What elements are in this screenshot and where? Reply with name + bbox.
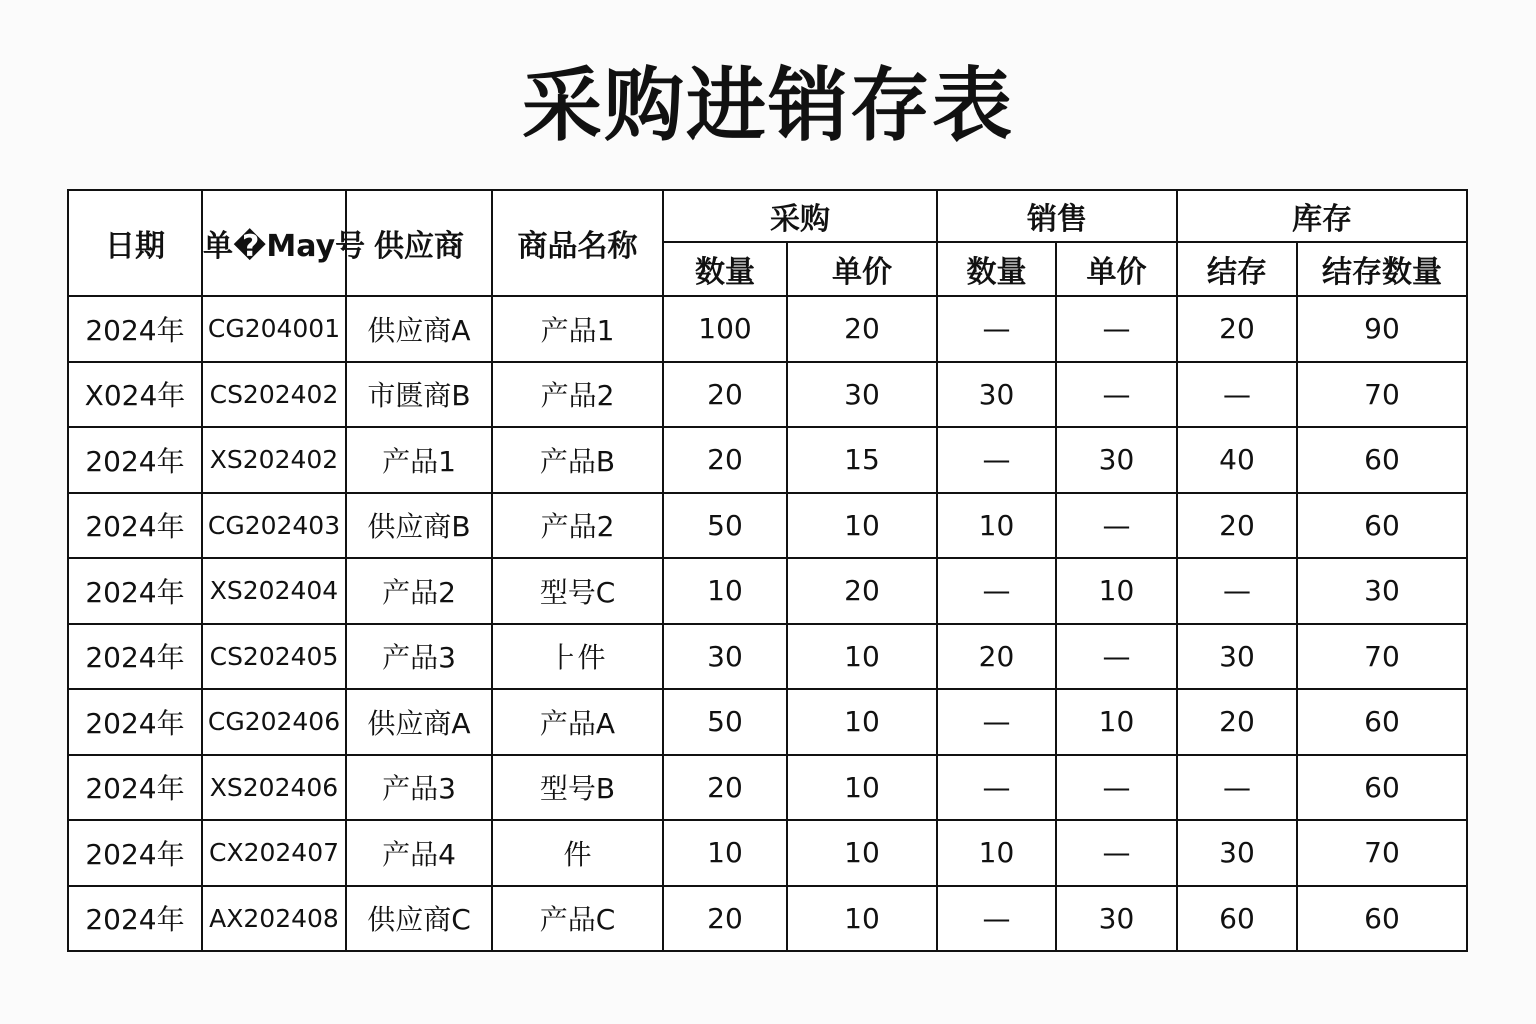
cell-stock: 30 (1177, 820, 1297, 886)
cell-stock-qty: 60 (1297, 689, 1467, 755)
header-purchase-price: 单价 (787, 242, 937, 296)
cell-sales-qty: — (937, 296, 1056, 362)
cell-doc-no: CG202406 (202, 689, 346, 755)
cell-product: 产品B (492, 427, 663, 493)
header-date: 日期 (68, 190, 202, 296)
cell-stock-qty: 30 (1297, 558, 1467, 624)
cell-stock: 20 (1177, 296, 1297, 362)
cell-product: 件 (492, 820, 663, 886)
cell-purchase-price: 10 (787, 755, 937, 821)
cell-date: 2024年 (68, 755, 202, 821)
cell-purchase-price: 10 (787, 886, 937, 952)
cell-stock-qty: 60 (1297, 427, 1467, 493)
cell-stock: — (1177, 558, 1297, 624)
header-purchase-group: 采购 (663, 190, 937, 242)
cell-date: 2024年 (68, 886, 202, 952)
cell-date: 2024年 (68, 296, 202, 362)
cell-stock: — (1177, 362, 1297, 428)
cell-supplier: 供应商C (346, 886, 492, 952)
cell-product: 产品2 (492, 362, 663, 428)
cell-stock-qty: 60 (1297, 886, 1467, 952)
cell-supplier: 产品3 (346, 624, 492, 690)
cell-purchase-qty: 20 (663, 427, 787, 493)
cell-purchase-qty: 20 (663, 362, 787, 428)
cell-purchase-qty: 30 (663, 624, 787, 690)
cell-sales-price: 30 (1056, 427, 1177, 493)
cell-date: 2024年 (68, 624, 202, 690)
table-row (68, 886, 1467, 952)
cell-purchase-qty: 50 (663, 689, 787, 755)
cell-supplier: 产品2 (346, 558, 492, 624)
cell-sales-qty: — (937, 886, 1056, 952)
cell-stock: 40 (1177, 427, 1297, 493)
cell-sales-qty: — (937, 689, 1056, 755)
header-product: 商品名称 (492, 190, 663, 296)
cell-sales-qty: 10 (937, 493, 1056, 559)
header-sales-qty: 数量 (937, 242, 1056, 296)
cell-purchase-qty: 20 (663, 886, 787, 952)
cell-date: 2024年 (68, 493, 202, 559)
header-sales-price: 单价 (1056, 242, 1177, 296)
cell-purchase-qty: 50 (663, 493, 787, 559)
table-row (68, 427, 1467, 493)
cell-supplier: 市匮商B (346, 362, 492, 428)
table-row (68, 362, 1467, 428)
cell-purchase-price: 10 (787, 624, 937, 690)
cell-supplier: 供应商A (346, 296, 492, 362)
cell-product: 型号C (492, 558, 663, 624)
cell-sales-price: 10 (1056, 689, 1177, 755)
cell-doc-no: XS202406 (202, 755, 346, 821)
cell-sales-qty: — (937, 427, 1056, 493)
cell-doc-no: XS202404 (202, 558, 346, 624)
cell-date: 2024年 (68, 820, 202, 886)
cell-purchase-price: 10 (787, 493, 937, 559)
cell-purchase-qty: 20 (663, 755, 787, 821)
cell-purchase-price: 20 (787, 296, 937, 362)
cell-purchase-qty: 10 (663, 558, 787, 624)
table-row (68, 624, 1467, 690)
cell-sales-qty: 10 (937, 820, 1056, 886)
cell-purchase-qty: 100 (663, 296, 787, 362)
cell-doc-no: XS202402 (202, 427, 346, 493)
table-row (68, 558, 1467, 624)
table-row (68, 755, 1467, 821)
cell-doc-no: CG202403 (202, 493, 346, 559)
cell-date: 2024年 (68, 558, 202, 624)
header-row-groups (68, 190, 1467, 242)
cell-product: 产品C (492, 886, 663, 952)
cell-product: 产品A (492, 689, 663, 755)
header-stock-group: 库存 (1177, 190, 1467, 242)
table-row (68, 689, 1467, 755)
cell-stock: 20 (1177, 493, 1297, 559)
cell-doc-no: CX202407 (202, 820, 346, 886)
cell-sales-price: — (1056, 755, 1177, 821)
cell-sales-price: — (1056, 820, 1177, 886)
table-body (68, 296, 1467, 951)
header-doc-no: 单�May号 (202, 190, 346, 296)
cell-stock-qty: 70 (1297, 820, 1467, 886)
cell-doc-no: CS202405 (202, 624, 346, 690)
cell-stock-qty: 90 (1297, 296, 1467, 362)
cell-sales-qty: 20 (937, 624, 1056, 690)
cell-sales-qty: — (937, 755, 1056, 821)
cell-purchase-price: 10 (787, 820, 937, 886)
cell-date: 2024年 (68, 689, 202, 755)
cell-supplier: 供应商B (346, 493, 492, 559)
cell-purchase-price: 20 (787, 558, 937, 624)
header-stock: 结存 (1177, 242, 1297, 296)
cell-stock-qty: 70 (1297, 362, 1467, 428)
cell-purchase-qty: 10 (663, 820, 787, 886)
cell-stock: 20 (1177, 689, 1297, 755)
cell-stock: — (1177, 755, 1297, 821)
cell-product: 产品2 (492, 493, 663, 559)
table-row (68, 296, 1467, 362)
cell-sales-price: — (1056, 624, 1177, 690)
cell-stock-qty: 70 (1297, 624, 1467, 690)
header-sales-group: 销售 (937, 190, 1177, 242)
cell-product: ⺊件 (492, 624, 663, 690)
cell-stock: 30 (1177, 624, 1297, 690)
cell-supplier: 产品3 (346, 755, 492, 821)
inventory-table (67, 189, 1468, 952)
page-title: 采购进销存表 (522, 59, 1014, 152)
cell-stock: 60 (1177, 886, 1297, 952)
cell-purchase-price: 30 (787, 362, 937, 428)
cell-date: X024年 (68, 362, 202, 428)
cell-doc-no: CG204001 (202, 296, 346, 362)
cell-sales-price: — (1056, 296, 1177, 362)
cell-sales-qty: 30 (937, 362, 1056, 428)
cell-purchase-price: 15 (787, 427, 937, 493)
cell-supplier: 供应商A (346, 689, 492, 755)
header-supplier: 供应商 (346, 190, 492, 296)
cell-sales-price: — (1056, 362, 1177, 428)
cell-product: 产品1 (492, 296, 663, 362)
header-stock-qty: 结存数量 (1297, 242, 1467, 296)
cell-sales-price: 30 (1056, 886, 1177, 952)
cell-sales-price: 10 (1056, 558, 1177, 624)
cell-purchase-price: 10 (787, 689, 937, 755)
cell-doc-no: AX202408 (202, 886, 346, 952)
cell-sales-price: — (1056, 493, 1177, 559)
cell-date: 2024年 (68, 427, 202, 493)
cell-sales-qty: — (937, 558, 1056, 624)
cell-product: 型号B (492, 755, 663, 821)
cell-supplier: 产品1 (346, 427, 492, 493)
header-purchase-qty: 数量 (663, 242, 787, 296)
table-row (68, 493, 1467, 559)
cell-supplier: 产品4 (346, 820, 492, 886)
cell-stock-qty: 60 (1297, 493, 1467, 559)
cell-stock-qty: 60 (1297, 755, 1467, 821)
cell-doc-no: CS202402 (202, 362, 346, 428)
table-row (68, 820, 1467, 886)
